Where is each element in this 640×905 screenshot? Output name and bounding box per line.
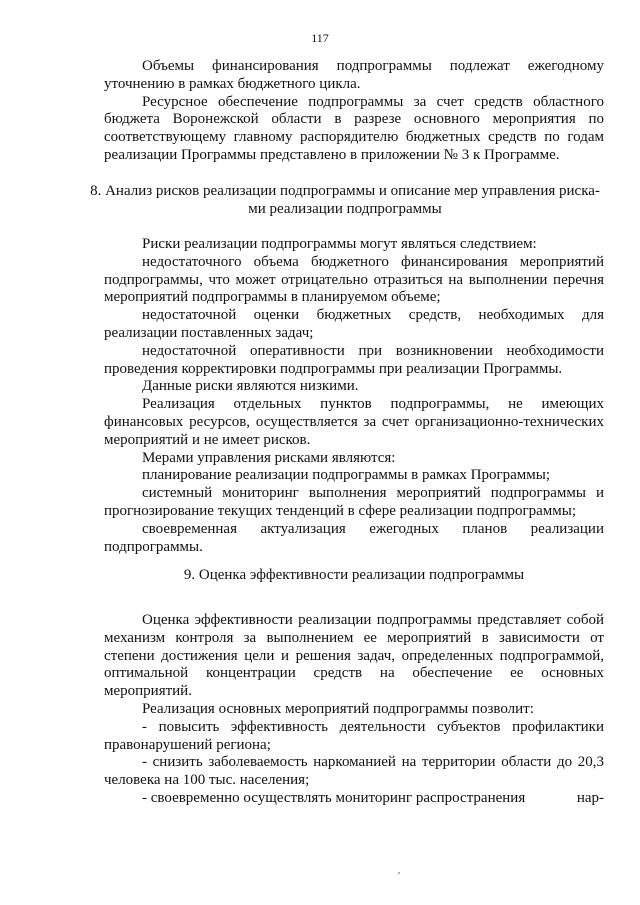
paragraph: Риски реализации подпрограммы могут являться следствием: [142,236,537,252]
last-line-right: нар- [576,789,604,806]
paragraph: Оценка эффективности реализации подпрограммы представляет собой механизм контроля за выполнением ее мероприятий в зависимости от степени достижения цели и решения задач, определенных подпрограммой, оптимальной концентрации средств на обеспечение ее основных мероприятий. [104,612,604,700]
paragraph: Мерами управления рисками являются: [142,449,396,466]
last-line-left: - своевременно осуществлять мониторинг распространения [142,789,526,806]
section-9-body [104,612,604,808]
page-number: 117 [311,31,329,45]
paragraph: Данные риски являются низкими. [142,378,359,395]
intro-block [104,58,604,165]
paragraph: - снизить заболеваемость наркоманией на территории области до 20,3 человека на 100 тыс. населения; [104,754,604,789]
paragraph: недостаточного объема бюджетного финансирования мероприятий подпрограммы, что может отрицательно отразиться на выполнении перечня мероприятий подпрограммы в планируемом объеме; [104,253,604,306]
section-8-heading: 8. Анализ рисков реализации подпрограммы и описание мер управления риска- ми реализации подпрограммы [90,183,600,217]
paragraph: недостаточной оценки бюджетных средств, необходимых для реализации поставленных задач; [104,307,604,341]
paragraph: - повысить эффективность деятельности субъектов профилактики правонарушений региона; [104,718,604,753]
paragraph: Реализация отдельных пунктов подпрограммы, не имеющих финансовых ресурсов, осуществляется за счет организационно-технических мероприятий и не имеет рисков. [104,396,604,448]
scan-speck [398,872,400,874]
section-9-heading: 9. Оценка эффективности реализации подпрограммы [183,567,525,583]
paragraph: своевременная актуализация ежегодных планов реализации подпрограммы. [104,520,604,555]
paragraph: планирование реализации подпрограммы в рамках Программы; [142,467,550,484]
paragraph: Реализация основных мероприятий подпрограммы позволит: [142,700,534,717]
intro-paragraph-1: Объемы финансирования подпрограммы подлежат ежегодному уточнению в рамках бюджетного цикла. [104,58,604,92]
intro-paragraph-2: Ресурсное обеспечение подпрограммы за счет средств областного бюджета Воронежской области в разрезе основного мероприятия по соответствующему главному распорядителю бюджетных средств по годам реализации Программы представлено в приложении № 3 к Программе. [104,93,604,163]
paragraph: недостаточной оперативности при возникновении необходимости проведения корректировки подпрограммы при реализации Программы. [104,342,604,377]
section-8-body [104,236,604,556]
last-line [104,790,604,808]
paragraph: системный мониторинг выполнения мероприятий подпрограммы и прогнозирование текущих тенденций в сфере реализации подпрограммы; [104,485,604,519]
